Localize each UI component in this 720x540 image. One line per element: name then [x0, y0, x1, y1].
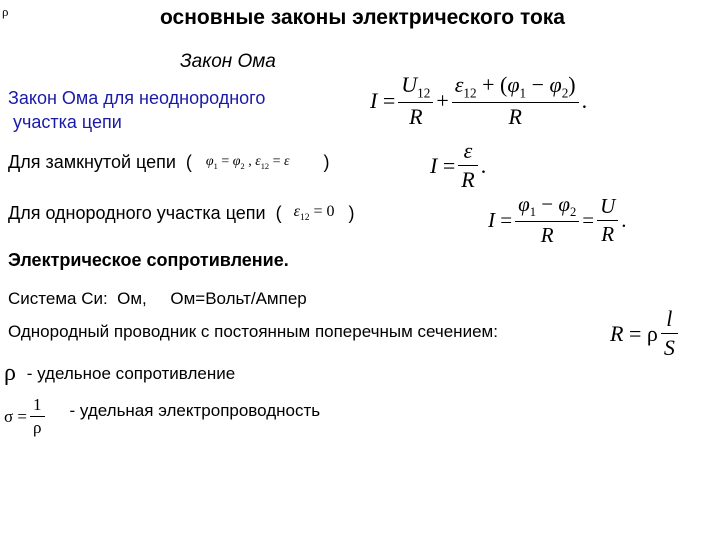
- resistivity-line: [4, 360, 235, 387]
- formula-uniform-section: I = $\frac{\varphi_1 - \varphi_2}{R}$ = $\frac{U}{R}$ .: [488, 192, 627, 248]
- conductivity-label: - удельная электропроводность: [69, 400, 321, 420]
- uniform-section-paren: ): [348, 203, 355, 223]
- closed-circuit-paren: ): [323, 152, 330, 172]
- si-units-line: Система Си: Ом, Ом=Вольт/Ампер: [8, 289, 307, 308]
- ohm-nonuniform-label: [8, 86, 265, 134]
- resistivity-label: - удельное сопротивление: [21, 363, 236, 383]
- formula-resistance: R = ρ $\frac{l}{S}$: [610, 306, 681, 361]
- formula-closed-circuit: I = $\frac{\varepsilon}{R}$ .: [430, 138, 487, 192]
- formula-ohm-nonuniform: I = $\frac{U_{12}}{R}$ + $\frac{\varepsilon_{12} + (\varphi_1 - \varphi_2)}{R}$ .: [370, 72, 588, 130]
- ohm-nonuniform-line1: Закон Ома для неоднородного: [8, 88, 266, 108]
- uniform-section-label: Для однородного участка цепи (: [8, 203, 282, 223]
- page-title: основные законы электрического тока: [160, 6, 565, 29]
- uniform-conductor-line: Однородный проводник с постоянным поперечным сечением:: [8, 322, 498, 341]
- uniform-section-condition: $\varepsilon_{12} = 0$: [293, 203, 335, 224]
- formula-conductivity: σ = $\frac{1}{\rho}$: [4, 395, 48, 438]
- rho-symbol: ρ: [4, 360, 16, 386]
- corner-rho-symbol: ρ: [2, 4, 9, 19]
- resistance-heading: Электрическое сопротивление.: [8, 250, 289, 270]
- closed-circuit-condition: $\varphi_1 = \varphi_2$ , $\varepsilon_{12} = \varepsilon$: [205, 154, 290, 171]
- ohm-nonuniform-line2: участка цепи: [8, 112, 122, 132]
- closed-circuit-line: [8, 152, 330, 173]
- conductivity-line: [4, 395, 320, 438]
- closed-circuit-label: Для замкнутой цепи (: [8, 152, 192, 172]
- subtitle: Закон Ома: [180, 51, 276, 72]
- uniform-section-line: [8, 203, 355, 224]
